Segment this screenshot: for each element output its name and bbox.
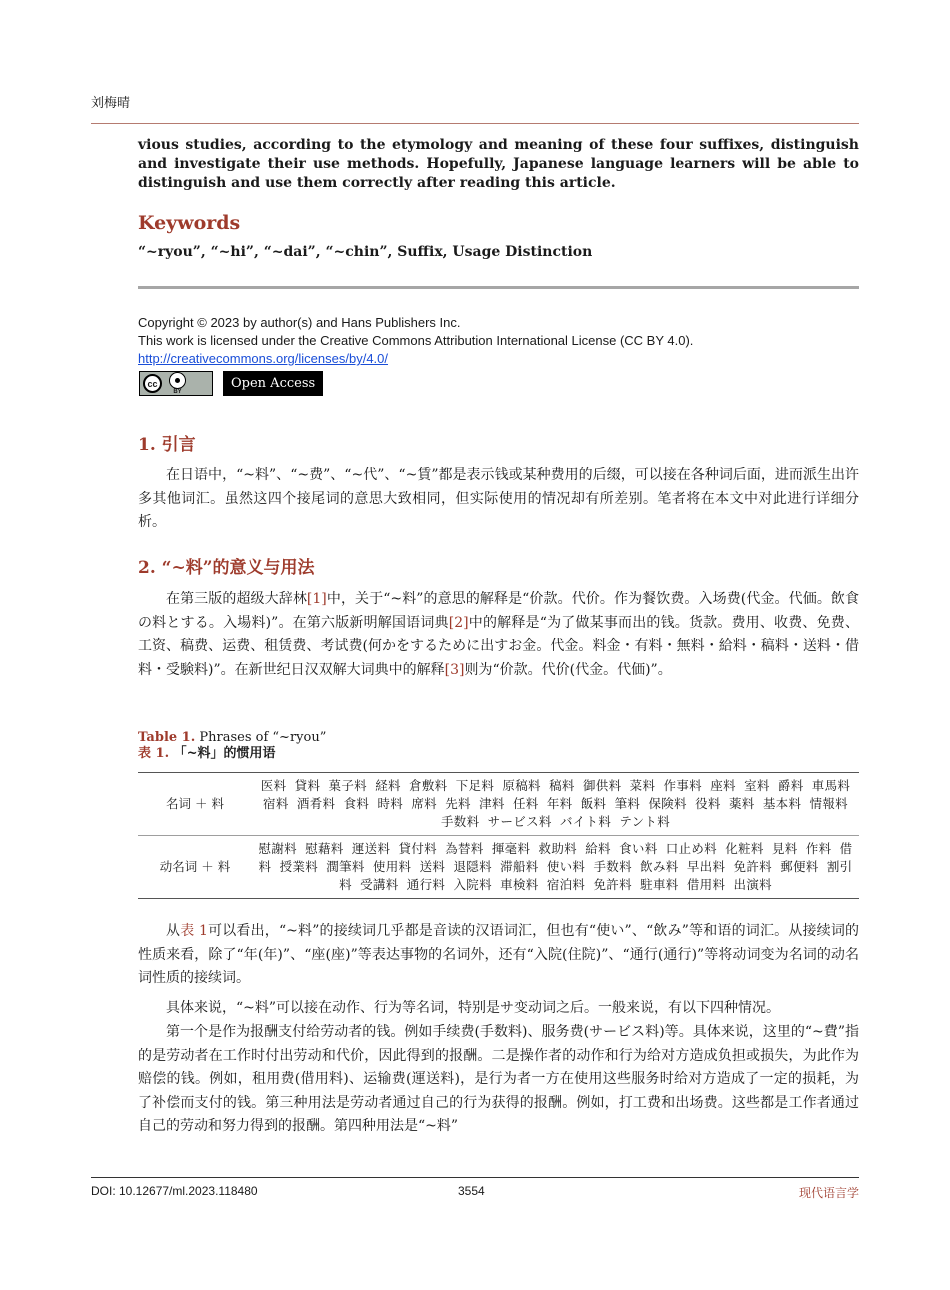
footer-page-number: 3554 [458, 1184, 485, 1198]
footer-doi[interactable]: DOI: 10.12677/ml.2023.118480 [91, 1184, 258, 1198]
table-caption-en [138, 730, 859, 746]
open-access-badge[interactable]: Open Access [223, 371, 323, 396]
table-reference-link[interactable]: 表 1 [180, 923, 208, 939]
table-cell-category: 动名词 ＋ 料 [138, 836, 252, 899]
person-icon [169, 372, 186, 389]
table-cell-category: 名词 ＋ 料 [138, 773, 252, 836]
copyright-line: Copyright © 2023 by author(s) and Hans Publishers Inc. [138, 315, 461, 330]
citation-link[interactable]: [3] [444, 661, 465, 678]
abstract-text: vious studies, according to the etymology and meaning of these four suffixes, distinguish and investigate their use methods. Hopefully, Japanese language learners will be able to distinguish and use them correctly after reading this article. [138, 137, 859, 191]
text-run: 可以看出，“~料”的接续词几乎都是音读的汉语词汇，但也有“使い”、“飲み”等和语的词汇。从接续词的性质来看，除了“年(年)”、“座(座)”等表达事物的名词外，还有“入院(住院)”、“通行(通行)”等将动词变为名词的动名词性质的接续词。 [138, 923, 860, 986]
text-run: 在第三版的超级大辞林 [166, 591, 307, 607]
text-run: 中的解释是“为了做某事而出的钱。货款。费用、收费、免费、工资、稿费、运费、租赁费、考试费(何かをするために出すお金。代金。料金・有料・無料・給料・稿料・送料・借料・受験料)”。在新世纪日汉双解大词典中的解释 [138, 614, 859, 678]
section-2-paragraph [138, 588, 859, 682]
text-run: 则为“价款。代价(代金。代価)”。 [464, 661, 672, 678]
table-cell-words: 慰謝料 慰藉料 運送料 貸付料 為替料 揮毫料 救助料 給料 食い料 口止め料 化粧料 見料 作料 借料 授業料 潤筆料 使用料 送料 退隠料 滞船料 使い料 手数料 飲み料 早出料 免許料 郵便料 割引料 受講料 通行料 入院料 車検料 宿泊料 免許料 駐車料 借用料 出演料 [252, 836, 859, 899]
copyright-block [138, 314, 859, 368]
section-2-heading: 2. “~料”的意义与用法 [138, 558, 315, 578]
section-1-paragraph: 在日语中，“~料”、“~费”、“~代”、“~賃”都是表示钱或某种费用的后缀，可以接在各种词后面，进而派生出许多其他词汇。虽然这四个接尾词的意思大致相同，但实际使用的情况却有所差别。笔者将在本文中对此进行详细分析。 [138, 467, 859, 530]
table-row [138, 773, 859, 836]
citation-link[interactable]: [2] [448, 614, 469, 631]
table-caption-zh [138, 746, 859, 762]
body-paragraph: 第一个是作为报酬支付给劳动者的钱。例如手续费(手数料)、服务费(サービス料)等。具体来说，这里的“~費”指的是劳动者在工作时付出劳动和代价，因此得到的报酬。二是操作者的动作和行为给对方造成负担或损失，为此作为赔偿的钱。例如，租用费(借用料)、运输费(運送料)，是行为者一方在使用这些服务时给对方造成了一定的损耗，为了补偿而支付的钱。第三种用法是劳动者通过自己的行为获得的报酬。例如，打工费和出场费。这些都是工作者通过自己的劳动和努力得到的报酬。第四种用法是“~料” [138, 1024, 859, 1134]
keywords-title: Keywords [138, 212, 241, 234]
caption-text: 「~料」的惯用语 [169, 746, 276, 761]
citation-link[interactable]: [1] [306, 591, 327, 607]
body-paragraph [138, 920, 859, 991]
caption-label: 表 1. [138, 746, 170, 761]
caption-label: Table 1. [138, 730, 196, 745]
keywords-text: “~ryou”, “~hi”, “~dai”, “~chin”, Suffix, Usage Distinction [138, 244, 593, 260]
text-run: 中，关于“~料”的意思的解释是“价款。代价。作为餐饮费。入场费(代金。代価。飲食の料とする。入場料)”。在第六版新明解国语词典 [138, 591, 859, 631]
by-label: BY [173, 389, 182, 395]
caption-text: Phrases of “~ryou” [195, 730, 327, 745]
footer-rule [91, 1177, 859, 1178]
header-author: 刘梅晴 [91, 96, 131, 111]
by-icon-group [169, 372, 186, 395]
footer-journal: 现代语言学 [798, 1186, 859, 1200]
text-run: 从 [166, 923, 181, 939]
section-1-heading: 1. 引言 [138, 435, 196, 455]
table-cell-words: 医料 貸料 菓子料 経料 倉敷料 下足料 原稿料 稿料 御供料 菜料 作事料 座料 室料 爵料 車馬料 宿料 酒肴料 食料 時料 席料 先料 津料 任料 年料 飯料 筆料 保険料 役料 薬料 基本料 情報料 手数料 サービス料 バイト料 テント料 [252, 773, 859, 836]
table-caption [138, 730, 859, 762]
phrases-table [138, 772, 859, 899]
cc-icon: cc [143, 374, 162, 393]
cc-by-badge[interactable] [139, 371, 213, 396]
license-badges [139, 371, 323, 396]
header-rule [91, 123, 859, 124]
separator-rule [138, 286, 859, 289]
body-paragraph: 具体来说，“~料”可以接在动作、行为等名词，特别是サ变动词之后。一般来说，有以下四种情况。 [166, 1000, 781, 1016]
license-line: This work is licensed under the Creative Commons Attribution International License (CC BY 4.0). [138, 333, 694, 348]
license-link[interactable]: http://creativecommons.org/licenses/by/4.0/ [138, 351, 389, 366]
table-row [138, 836, 859, 899]
